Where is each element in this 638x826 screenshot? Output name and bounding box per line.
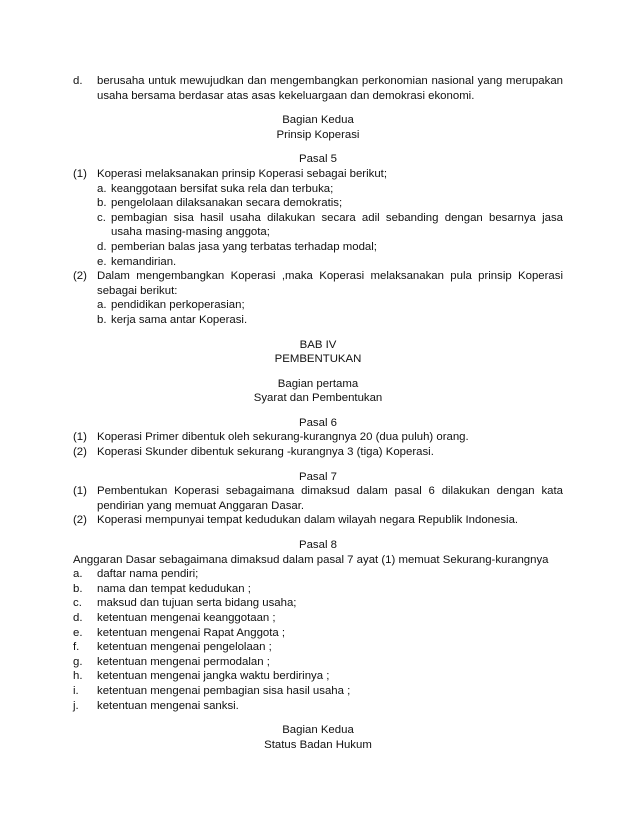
list-item xyxy=(73,669,563,684)
paragraph xyxy=(73,167,563,182)
list-item xyxy=(73,611,563,626)
item-text: keanggotaan bersifat suka rela dan terbuka; xyxy=(111,182,334,195)
pasal-title: Pasal 8 xyxy=(299,539,337,552)
item-label: e. xyxy=(97,255,107,268)
section-subheading: Syarat dan Pembentukan xyxy=(253,392,383,405)
pasal-intro: Anggaran Dasar sebagaimana dimaksud dalam pasal 7 ayat (1) memuat Sekurang-kurangnya xyxy=(73,553,549,566)
chapter-heading: BAB IV xyxy=(299,338,337,351)
chapter-title: PEMBENTUKAN xyxy=(274,353,362,366)
item-label: e. xyxy=(73,626,83,639)
section-heading: Bagian Kedua xyxy=(282,724,354,737)
pasal-title: Pasal 5 xyxy=(299,153,337,166)
item-text: ketentuan mengenai pembagian sisa hasil usaha ; xyxy=(97,684,351,697)
item-text: maksud dan tujuan serta bidang usaha; xyxy=(97,597,297,610)
paragraph-number: (1) xyxy=(73,431,87,444)
item-text: ketentuan mengenai jangka waktu berdirinya ; xyxy=(97,670,330,683)
sub-list xyxy=(73,298,563,327)
paragraph-number: (1) xyxy=(73,167,87,180)
list-item xyxy=(73,596,563,611)
item-label: j. xyxy=(73,699,79,712)
pasal-title: Pasal 7 xyxy=(299,470,337,483)
item-text: daftar nama pendiri; xyxy=(97,568,199,581)
item-label: c. xyxy=(73,597,82,610)
sub-list xyxy=(73,182,563,270)
list-item xyxy=(97,313,563,328)
paragraph xyxy=(73,513,563,528)
pasal-title: Pasal 6 xyxy=(299,416,337,429)
item-text: ketentuan mengenai sanksi. xyxy=(97,699,239,712)
paragraph-number: (1) xyxy=(73,485,87,498)
item-label: b. xyxy=(97,197,107,210)
item-text: ketentuan mengenai pengelolaan ; xyxy=(97,641,272,654)
item-label: d. xyxy=(73,75,83,87)
paragraph-text: Dalam mengembangkan Koperasi ,maka Koperasi melaksanakan pula prinsip Koperasi sebagai berikut: xyxy=(97,270,563,297)
paragraph-text: Koperasi Skunder dibentuk sekurang -kurangnya 3 (tiga) Koperasi. xyxy=(97,446,434,459)
paragraph-text: Koperasi mempunyai tempat kedudukan dalam wilayah negara Republik Indonesia. xyxy=(97,514,519,527)
paragraph xyxy=(73,269,563,298)
item-text: pengelolaan dilaksanakan secara demokratis; xyxy=(111,197,343,210)
paragraph xyxy=(73,445,563,460)
document-body xyxy=(73,74,563,752)
item-text: pendidikan perkoperasian; xyxy=(111,299,245,312)
item-label: a. xyxy=(73,568,83,581)
item-label: f. xyxy=(73,641,80,654)
item-label: i. xyxy=(73,684,79,697)
paragraph xyxy=(73,484,563,513)
item-label: h. xyxy=(73,670,83,683)
paragraph-number: (2) xyxy=(73,446,87,459)
item-text: kemandirian. xyxy=(111,255,177,268)
list-item xyxy=(97,182,563,197)
item-label: b. xyxy=(97,313,107,326)
list-item xyxy=(73,640,563,655)
list-item xyxy=(97,196,563,211)
item-text: ketentuan mengenai keanggotaan ; xyxy=(97,612,276,624)
item-label: d. xyxy=(97,240,107,253)
list-item xyxy=(73,655,563,670)
item-label: a. xyxy=(97,182,107,195)
item-label: b. xyxy=(73,582,83,595)
paragraph xyxy=(73,430,563,445)
item-text: kerja sama antar Koperasi. xyxy=(111,313,248,326)
paragraph-text: Koperasi Primer dibentuk oleh sekurang-kurangnya 20 (dua puluh) orang. xyxy=(97,431,469,444)
list-item xyxy=(73,626,563,641)
section-heading: Bagian pertama xyxy=(277,377,359,390)
section-subheading: Status Badan Hukum xyxy=(264,738,372,751)
content-list xyxy=(73,567,563,713)
section-heading: Bagian Kedua xyxy=(282,114,354,127)
item-label: c. xyxy=(97,211,106,224)
list-item xyxy=(73,684,563,699)
list-item xyxy=(73,582,563,597)
item-label: d. xyxy=(73,612,83,624)
item-text: ketentuan mengenai Rapat Anggota ; xyxy=(97,626,286,639)
list-item xyxy=(73,699,563,714)
item-text: nama dan tempat kedudukan ; xyxy=(97,582,251,595)
list-item xyxy=(97,255,563,270)
list-item xyxy=(97,211,563,240)
list-item xyxy=(97,240,563,255)
paragraph-text: Koperasi melaksanakan prinsip Koperasi sebagai berikut; xyxy=(97,167,387,180)
item-text: pemberian balas jasa yang terbatas terhadap modal; xyxy=(111,240,377,253)
item-label: a. xyxy=(97,299,107,312)
section-subheading: Prinsip Koperasi xyxy=(276,128,360,141)
paragraph-text: Pembentukan Koperasi sebagaimana dimaksud dalam pasal 6 dilakukan dengan kata pendirian yang memuat Anggaran Dasar. xyxy=(97,485,563,512)
item-text: berusaha untuk mewujudkan dan mengembangkan perkonomian nasional yang merupakan usaha bersama berdasar atas asas kekeluargaan dan demokrasi ekonomi. xyxy=(97,75,563,102)
list-item xyxy=(73,567,563,582)
list-item xyxy=(73,74,563,103)
paragraph-number: (2) xyxy=(73,514,87,527)
paragraph-number: (2) xyxy=(73,270,87,283)
item-text: ketentuan mengenai permodalan ; xyxy=(97,655,270,668)
list-item xyxy=(97,298,563,313)
item-text: pembagian sisa hasil usaha dilakukan secara adil sebanding dengan besarnya jasa usaha masing-masing anggota; xyxy=(111,211,563,239)
item-label: g. xyxy=(73,655,83,668)
